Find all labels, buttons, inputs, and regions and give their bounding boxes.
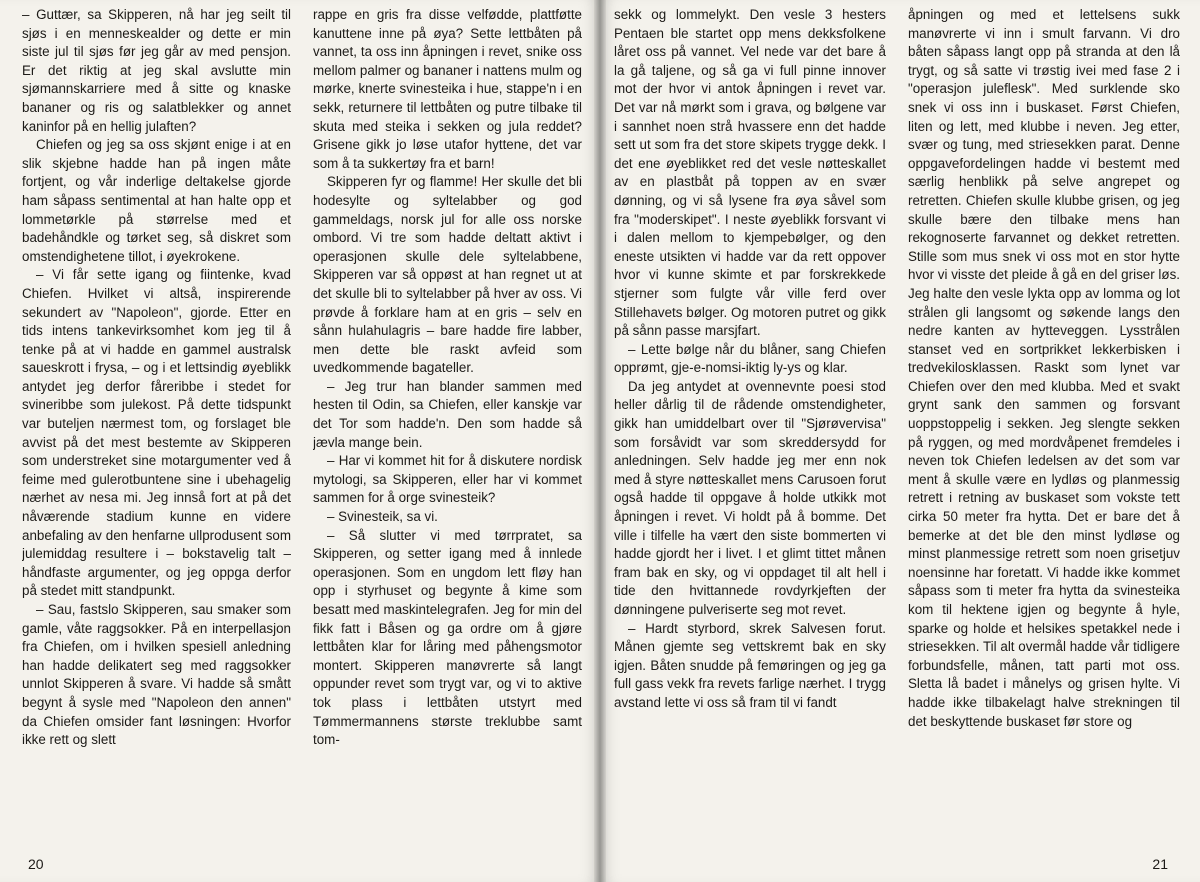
paragraph: – Lette bølge når du blåner, sang Chiefen opprømt, gje-e-nomsi-iktig ly-ys og klar. (614, 341, 886, 376)
paragraph: åpningen og med et lettelsens sukk manøvrerte vi inn i smult farvann. Vi dro båten såpass langt opp på stranda at den lå trygt, og så satte vi trøstig ivei med fase 2 i "operasjon juleflesk". Med surklende sko snek vi oss inn i buskaset. Først Chiefen, liten og lett, med klubbe i neven. Jeg etter, svær og tung, med striesekken parat. Denne oppgavefordelingen hadde vi bestemt med særlig henblikk på selve angrepet og retretten. Chiefen skulle klubbe grisen, og jeg skulle bære den tilbake mens han rekognoserte farvannet og dekket retretten. Stille som mus snek vi oss mot en stor hytte hvor vi visste det pleide å gå en del griser løs. Jeg halte den vesle lykta opp av lomma og lot strålen gli langsomt og søkende langs den nedre kanten av hytteveggen. Lysstrålen stanset ved en sortprikket lekkerbisken i tredvekilosklassen. Raskt som lynet var Chiefen over den med klubba. Med et svakt grynt sank den sammen og forsvant uoppstoppelig i sekken. Jeg slengte sekken på ryggen, og med mordvåpenet fremdeles i neven tok Chiefen ledelsen av det som var ment å skulle være en lydløs og planmessig retrett i retning av buskaset som vokste tett cirka 50 meter fra hytta. Det er bare det å bemerke at det ble den minst lydløse og minst planmessige retrett som noen grisetjuv noensinne har foretatt. Vi hadde ikke kommet såpass som ti meter fra hytta da svinesteika kom til hektene igjen og begynte å hyle, sparke og holde et helsikes spetakkel nede i striesekken. Til alt overmål hadde vår tidligere forbundsfelle, månen, tatt parti mot oss. Sletta lå badet i månelys og grisen hylte. Vi hadde ikke tilbakelagt halve strekningen til det beskyttende buskaset før store og (908, 7, 1180, 729)
paragraph: – Guttær, sa Skipperen, nå har jeg seilt til sjøs i en menneskealder og dette er min siste jul til sjøs før jeg går av med pensjon. Er det riktig at jeg skal avslutte min sjømannskarriere med å sitte og knaske bananer og ris og salatblekker og annet kaninfor på en hellig julaften? (22, 7, 291, 134)
right-page-columns (614, 6, 1180, 836)
paragraph: – Svinesteik, sa vi. (327, 509, 438, 525)
book-gutter (594, 0, 606, 882)
right-page-column-1 (614, 6, 886, 836)
paragraph: – Jeg trur han blander sammen med hesten til Odin, sa Chiefen, eller kanskje var det Tor som hadde'n. Den som hadde så jævla mange bein. (313, 378, 582, 450)
right-page-column-2 (908, 6, 1180, 836)
paragraph: – Hardt styrbord, skrek Salvesen forut. Månen gjemte seg vettskremt bak en sky igjen. Båten snudde på femøringen og jeg ga full gass vekk fra revets farlige nærhet. I trygg avstand lette vi oss så fram til vi fandt (614, 620, 886, 710)
page-number-right: 21 (1152, 856, 1168, 872)
paragraph: – Så slutter vi med tørrpratet, sa Skipperen, og setter igang med å innlede operasjonen. Som en ungdom lett fløy han opp i styrhuset og begynte å kime som besatt med maskintelegrafen. Jeg for min del fikk fatt i Båsen og ga ordre om å gjøre lettbåten klar for låring med påhengsmotor montert. Skipperen manøvrerte så langt oppunder revet som trygt var, og vi to aktive tok plass i lettbåten utstyrt med Tømmermannens største treklubbe samt tom- (313, 527, 582, 748)
left-page-columns (22, 6, 582, 836)
paragraph: Da jeg antydet at ovennevnte poesi stod heller dårlig til de rådende omstendigheter, gikk han umiddelbart over til "Sjørøvervisa" som forsåvidt var som skreddersydd for anledningen. Selv hadde jeg mer enn nok med å styre nøtteskallet mens Carusoen forut også hadde til oppgave å holde utkikk mot åpningen i revet. Vi holdt på å bomme. Det ville i tilfelle ha vært den siste bommerten vi hadde gjordt her i livet. I et glimt tittet månen fram bak en sky, og vi oppdaget til alt hell i tide den hvittannede rovdyrkjeften der dønningene pulveriserte seg mot revet. (614, 378, 886, 617)
paragraph: sekk og lommelykt. Den vesle 3 hesters Pentaen ble startet opp mens dekksfolkene låret oss på vannet. Vel nede var det bare å la gå taljene, og så ga vi full pinne innover mot der hvor vi antok åpningen i revet var. Det var nå mørkt som i grava, og bølgene var i sannhet noen strå hvassere enn det hadde sett ut som fra det store skipets trygge dekk. I det ene øyeblikket red det vesle nøtteskallet av en plastbåt på toppen av en svær dønning, og vi så lysene fra øya såvel som fra "moderskipet". I neste øyeblikk forsvant vi i dalen mellom to kjempebølger, og den eneste utsikten vi hadde var da rett oppover hvor vi kunne skimte et par forskrekkede stjerner som fulgte vår ville ferd over Stillehavets bølger. Og motoren putret og gikk på sånn passe marsjfart. (614, 7, 886, 339)
paragraph: Skipperen fyr og flamme! Her skulle det bli hodesylte og syltelabber og god gammeldags, norsk jul for alle oss norske ombord. Vi tre som hadde deltatt aktivt i operasjonen skulle dele syltelabbene, Skipperen var så oppøst at han regnet ut at det skulle bli to syltelabber på hver av oss. Vi prøvde å forklare ham at en gris – selv en sånn hulahulagris – bare hadde fire labber, men dette ble raskt avfeid som uvedkommende bagateller. (313, 174, 582, 376)
left-page-column-2 (313, 6, 582, 836)
paragraph: – Vi får sette igang og fiintenke, kvad Chiefen. Hvilket vi altså, inspirerende sekundert av "Napoleon", gjorde. Etter en tids intens tankevirksomhet kom jeg til å tenke på at vi hadde en gammel australsk saueskrott i frysa, – og i et lettsindig øyeblikk antydet jeg derfor fåreribbe i stedet for svineribbe som julekost. På dette tidspunkt var buteljen nærmest tom, og forslaget ble avvist på det mest bestemte av Skipperen som understreket sine motargumenter ved å feime med gulerotbuntene sine i ubehagelig nærhet av nesa mi. Jeg innså fort at på det nåværende stadium kunne en videre anbefaling av den henfarne ullprodusent som julemiddag resultere i – bokstavelig talt – håndfaste argumenter, og jeg oppga derfor på stedet mitt standpunkt. (22, 267, 291, 599)
left-page-column-1 (22, 6, 291, 836)
paragraph: rappe en gris fra disse velfødde, plattføtte kanuttene inne på øya? Sette lettbåten på vannet, ta oss inn åpningen i revet, snike oss mellom palmer og bananer i nattens mulm og mørke, knerte svinesteika i hue, stappe'n i en sekk, returnere til lettbåten og putre tilbake til skuta med steika i sekken og jula reddet? Grisene gikk jo løse utafor hyttene, det var som å ta sukkertøy fra et barn! (313, 7, 582, 171)
paragraph: – Har vi kommet hit for å diskutere nordisk mytologi, sa Skipperen, eller har vi kommet sammen for å orge svinesteik? (313, 453, 582, 506)
page-number-left: 20 (28, 856, 44, 872)
paragraph: Chiefen og jeg sa oss skjønt enige i at en slik skjebne hadde han på ingen måte fortjent, og vår inderlige deltakelse gjorde ham såpass sentimental at han halte opp et lommetørkle på størrelse med et badehåndkle og tørket seg, så diskret som omstendighetene tillot, i øyekrokene. (22, 137, 291, 264)
paragraph: – Sau, fastslo Skipperen, sau smaker som gamle, våte raggsokker. På en interpellasjon fra Chiefen, om i hvilken spesiell anledning han hadde delikatert seg med raggsokker unnlot Skipperen å svare. Vi hadde så smått begynt å sysle med "Napoleon den annen" da Chiefen omsider fant løsningen: Hvorfor ikke rett og slett (22, 602, 291, 748)
right-page (600, 0, 1200, 882)
